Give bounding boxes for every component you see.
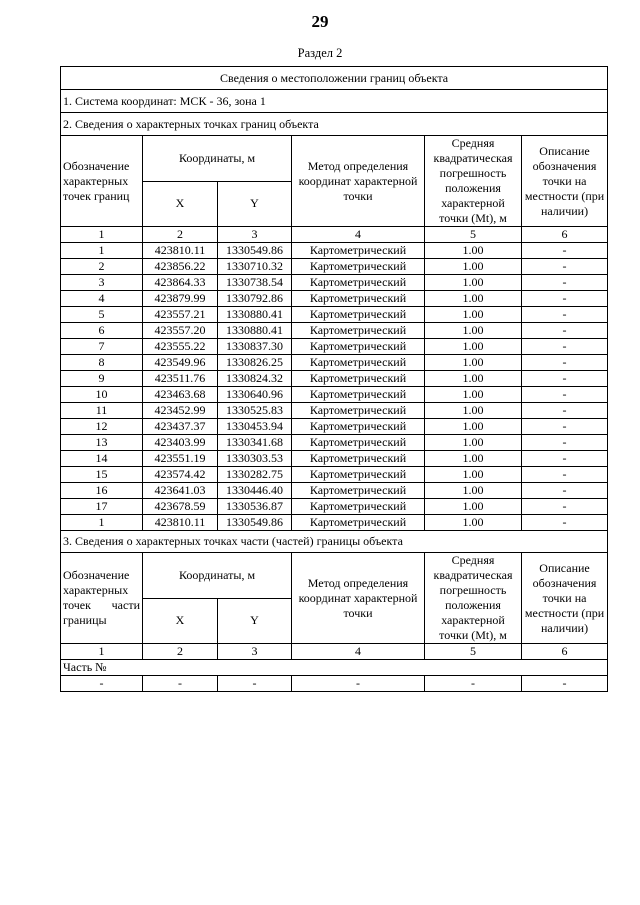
- accuracy: 1.00: [425, 291, 522, 307]
- coord-y: 1330453.94: [218, 419, 292, 435]
- point-number: 9: [61, 371, 143, 387]
- point-number: 10: [61, 387, 143, 403]
- coord-y: 1330738.54: [218, 275, 292, 291]
- header-designation: Обозначение характерных точек границ: [61, 136, 143, 227]
- description: -: [522, 483, 608, 499]
- method: Картометрический: [292, 323, 425, 339]
- table-row: [61, 483, 608, 499]
- point-number: 4: [61, 291, 143, 307]
- coord-y: 1330549.86: [218, 243, 292, 259]
- accuracy: 1.00: [425, 307, 522, 323]
- description: -: [522, 371, 608, 387]
- header-accuracy: Средняя квадратическая погрешность положения характерной точки (Mt), м: [425, 136, 522, 227]
- accuracy: 1.00: [425, 275, 522, 291]
- description: -: [522, 275, 608, 291]
- table-row: [61, 403, 608, 419]
- coord-x: 423574.42: [143, 467, 218, 483]
- header3-accuracy: Средняя квадратическая погрешность положения характерной точки (Mt), м: [425, 553, 522, 644]
- boundary-table: [60, 66, 608, 692]
- description: -: [522, 355, 608, 371]
- coord-x: 423641.03: [143, 483, 218, 499]
- coordinate-system: 1. Система координат: МСК - 36, зона 1: [61, 90, 608, 113]
- coord-x: 423810.11: [143, 515, 218, 531]
- section3-title: 3. Сведения о характерных точках части (частей) границы объекта: [61, 531, 608, 553]
- coord-y: 1330792.86: [218, 291, 292, 307]
- table-row: [61, 435, 608, 451]
- column-number: 2: [143, 644, 218, 660]
- table-row: [61, 451, 608, 467]
- table-row: [61, 275, 608, 291]
- coord-x: 423678.59: [143, 499, 218, 515]
- description: -: [522, 419, 608, 435]
- accuracy: 1.00: [425, 467, 522, 483]
- point-number: 7: [61, 339, 143, 355]
- description: -: [522, 243, 608, 259]
- point-number: 14: [61, 451, 143, 467]
- accuracy: 1.00: [425, 515, 522, 531]
- accuracy: 1.00: [425, 371, 522, 387]
- description: -: [522, 291, 608, 307]
- coord-y: 1330640.96: [218, 387, 292, 403]
- table-row: [61, 355, 608, 371]
- section2-title: 2. Сведения о характерных точках границ объекта: [61, 113, 608, 136]
- coord-y: 1330536.87: [218, 499, 292, 515]
- table-row: [61, 499, 608, 515]
- section-label: Раздел 2: [297, 46, 343, 60]
- table-row: [61, 259, 608, 275]
- method: Картометрический: [292, 243, 425, 259]
- method: Картометрический: [292, 275, 425, 291]
- description: -: [522, 451, 608, 467]
- accuracy: 1.00: [425, 451, 522, 467]
- accuracy: 1.00: [425, 435, 522, 451]
- method: Картометрический: [292, 483, 425, 499]
- point-number: 15: [61, 467, 143, 483]
- point-number: 17: [61, 499, 143, 515]
- coord-x: 423810.11: [143, 243, 218, 259]
- part-cell: -: [292, 676, 425, 692]
- header3-coordinates: Координаты, м: [143, 553, 292, 599]
- method: Картометрический: [292, 499, 425, 515]
- accuracy: 1.00: [425, 387, 522, 403]
- point-number: 16: [61, 483, 143, 499]
- accuracy: 1.00: [425, 355, 522, 371]
- table-row: [61, 307, 608, 323]
- header-y: Y: [218, 181, 292, 227]
- table-row: [61, 291, 608, 307]
- accuracy: 1.00: [425, 339, 522, 355]
- point-number: 13: [61, 435, 143, 451]
- part-label: Часть №: [61, 660, 608, 676]
- coord-y: 1330341.68: [218, 435, 292, 451]
- method: Картометрический: [292, 339, 425, 355]
- description: -: [522, 323, 608, 339]
- table-title: Сведения о местоположении границ объекта: [61, 67, 608, 90]
- accuracy: 1.00: [425, 483, 522, 499]
- coord-x: 423452.99: [143, 403, 218, 419]
- header3-designation: Обозначение характерных точек части границы: [61, 553, 143, 644]
- coord-y: 1330880.41: [218, 323, 292, 339]
- method: Картометрический: [292, 435, 425, 451]
- header-coordinates: Координаты, м: [143, 136, 292, 182]
- column-number: 1: [61, 227, 143, 243]
- header-x: X: [143, 181, 218, 227]
- coord-x: 423511.76: [143, 371, 218, 387]
- method: Картометрический: [292, 515, 425, 531]
- coord-y: 1330837.30: [218, 339, 292, 355]
- part-cell: -: [61, 676, 143, 692]
- column-number: 1: [61, 644, 143, 660]
- description: -: [522, 339, 608, 355]
- coord-y: 1330446.40: [218, 483, 292, 499]
- description: -: [522, 467, 608, 483]
- point-number: 1: [61, 515, 143, 531]
- description: -: [522, 307, 608, 323]
- point-number: 5: [61, 307, 143, 323]
- coord-x: 423463.68: [143, 387, 218, 403]
- method: Картометрический: [292, 387, 425, 403]
- part-cell: -: [218, 676, 292, 692]
- coord-y: 1330282.75: [218, 467, 292, 483]
- point-number: 12: [61, 419, 143, 435]
- table-row: [61, 515, 608, 531]
- coord-x: 423555.22: [143, 339, 218, 355]
- coord-y: 1330525.83: [218, 403, 292, 419]
- point-number: 1: [61, 243, 143, 259]
- accuracy: 1.00: [425, 323, 522, 339]
- point-number: 11: [61, 403, 143, 419]
- description: -: [522, 403, 608, 419]
- description: -: [522, 515, 608, 531]
- column-number: 2: [143, 227, 218, 243]
- column-number: 3: [218, 644, 292, 660]
- method: Картометрический: [292, 291, 425, 307]
- header3-y: Y: [218, 598, 292, 644]
- column-number: 5: [425, 644, 522, 660]
- coord-x: 423864.33: [143, 275, 218, 291]
- description: -: [522, 499, 608, 515]
- coord-x: 423557.21: [143, 307, 218, 323]
- method: Картометрический: [292, 355, 425, 371]
- coord-x: 423551.19: [143, 451, 218, 467]
- method: Картометрический: [292, 451, 425, 467]
- coord-x: 423549.96: [143, 355, 218, 371]
- column-number: 3: [218, 227, 292, 243]
- header3-description: Описание обозначения точки на местности (при наличии): [522, 553, 608, 644]
- table-row: [61, 339, 608, 355]
- point-number: 2: [61, 259, 143, 275]
- part-cell: -: [425, 676, 522, 692]
- accuracy: 1.00: [425, 259, 522, 275]
- part-cell: -: [143, 676, 218, 692]
- method: Картометрический: [292, 419, 425, 435]
- table-row: [61, 371, 608, 387]
- header3-method: Метод определения координат характерной точки: [292, 553, 425, 644]
- coord-x: 423856.22: [143, 259, 218, 275]
- description: -: [522, 435, 608, 451]
- table-row: [61, 387, 608, 403]
- header-method: Метод определения координат характерной точки: [292, 136, 425, 227]
- accuracy: 1.00: [425, 499, 522, 515]
- method: Картометрический: [292, 467, 425, 483]
- method: Картометрический: [292, 307, 425, 323]
- coord-y: 1330303.53: [218, 451, 292, 467]
- point-number: 6: [61, 323, 143, 339]
- coord-y: 1330880.41: [218, 307, 292, 323]
- table-row: [61, 243, 608, 259]
- header3-x: X: [143, 598, 218, 644]
- description: -: [522, 387, 608, 403]
- accuracy: 1.00: [425, 243, 522, 259]
- coord-y: 1330824.32: [218, 371, 292, 387]
- header-description: Описание обозначения точки на местности (при наличии): [522, 136, 608, 227]
- column-numbers-row: [61, 227, 608, 243]
- accuracy: 1.00: [425, 403, 522, 419]
- method: Картометрический: [292, 403, 425, 419]
- coord-x: 423437.37: [143, 419, 218, 435]
- coord-x: 423879.99: [143, 291, 218, 307]
- column-numbers-row: [61, 644, 608, 660]
- page-number: 29: [311, 12, 329, 31]
- column-number: 6: [522, 644, 608, 660]
- column-number: 4: [292, 644, 425, 660]
- method: Картометрический: [292, 371, 425, 387]
- table-row: [61, 467, 608, 483]
- part-row: [61, 676, 608, 692]
- column-number: 4: [292, 227, 425, 243]
- coord-x: 423557.20: [143, 323, 218, 339]
- part-cell: -: [522, 676, 608, 692]
- coord-y: 1330549.86: [218, 515, 292, 531]
- column-number: 6: [522, 227, 608, 243]
- table-row: [61, 323, 608, 339]
- column-number: 5: [425, 227, 522, 243]
- coord-y: 1330710.32: [218, 259, 292, 275]
- point-number: 3: [61, 275, 143, 291]
- coord-y: 1330826.25: [218, 355, 292, 371]
- coord-x: 423403.99: [143, 435, 218, 451]
- accuracy: 1.00: [425, 419, 522, 435]
- method: Картометрический: [292, 259, 425, 275]
- table-row: [61, 419, 608, 435]
- description: -: [522, 259, 608, 275]
- point-number: 8: [61, 355, 143, 371]
